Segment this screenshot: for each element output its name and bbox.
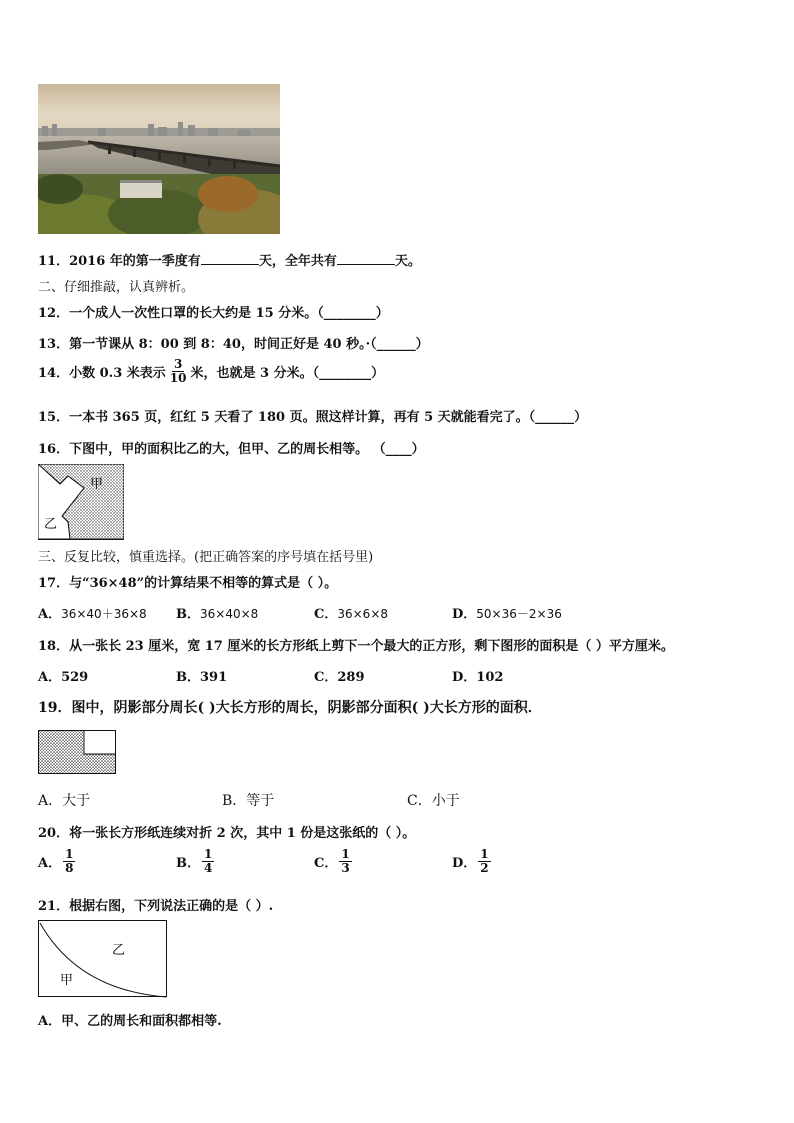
q19-figure (38, 730, 116, 774)
q20-option-d-fraction (478, 848, 490, 875)
q18-option-d: D．102 (452, 670, 504, 685)
question-14 (38, 358, 384, 385)
section-3-heading: 三、反复比较，慎重选择。(把正确答案的序号填在括号里) (38, 550, 374, 565)
q20-option-b-den: 4 (204, 861, 213, 875)
q20-option-c-num: 1 (341, 847, 350, 861)
question-16: 16．下图中，甲的面积比乙的大，但甲、乙的周长相等。 （____） (38, 442, 425, 457)
q14-denominator: 10 (169, 371, 187, 385)
q17-option-c (314, 603, 388, 622)
q17-option-b-expr: 36×40×8 (200, 607, 259, 621)
photo-image (38, 84, 280, 234)
q21-label-jia: 甲 (60, 973, 74, 988)
q17-option-a-label: A． (38, 607, 62, 622)
q16-figure (38, 464, 124, 540)
q18-option-b: B．391 (176, 670, 228, 685)
q11-blank-1 (201, 252, 259, 265)
q20-option-c-label: C． (314, 856, 338, 871)
q20-option-a-num: 1 (65, 847, 74, 861)
question-12: 12．一个成人一次性口罩的长大约是 15 分米。（________） (38, 306, 389, 321)
q19-option-b: B．等于 (222, 793, 275, 809)
q17-option-a-expr: 36×40＋36×8 (61, 607, 147, 621)
question-21: 21．根据右图，下列说法正确的是（ ）. (38, 899, 274, 914)
q17-option-d-expr: 50×36－2×36 (476, 607, 562, 621)
question-13: 13．第一节课从 8：00 到 8：40，时间正好是 40 秒。·（______） (38, 337, 429, 352)
q16-label-yi: 乙 (44, 517, 58, 532)
q14-numerator: 3 (173, 357, 183, 371)
q17-option-b-label: B． (176, 607, 200, 622)
q20-option-c (314, 848, 354, 875)
q17-option-d (452, 603, 562, 622)
q17-option-d-label: D． (452, 607, 477, 622)
q20-option-d-den: 2 (480, 861, 489, 875)
q21-option-a: A．甲、乙的周长和面积都相等. (38, 1014, 222, 1029)
q14-text-a: 14．小数 0.3 米表示 (38, 366, 166, 381)
q20-option-a-den: 8 (65, 861, 74, 875)
q18-option-a: A．529 (38, 670, 89, 685)
q11-text-c: 天。 (394, 254, 421, 269)
q20-option-b-num: 1 (204, 847, 213, 861)
section-2-heading: 二、仔细推敲，认真辨析。 (38, 280, 195, 295)
q16-label-jia: 甲 (90, 477, 104, 492)
q20-option-d-label: D． (452, 856, 477, 871)
q20-option-b-fraction (202, 848, 214, 875)
q14-text-b: 米，也就是 3 分米。（________） (190, 366, 385, 381)
q20-option-a-label: A． (38, 856, 62, 871)
q20-option-a (38, 848, 77, 875)
bridge-photo (38, 84, 280, 234)
q17-option-b (176, 603, 258, 622)
q20-option-c-fraction (339, 848, 351, 875)
q20-option-c-den: 3 (341, 861, 350, 875)
question-20: 20．将一张长方形纸连续对折 2 次，其中 1 份是这张纸的（ ）。 (38, 826, 416, 841)
q21-figure (38, 920, 168, 1000)
q17-option-c-expr: 36×6×8 (337, 607, 389, 621)
question-17: 17．与“36×48”的计算结果不相等的算式是（ ）。 (38, 576, 338, 591)
question-18: 18．从一张长 23 厘米，宽 17 厘米的长方形纸上剪下一个最大的正方形，剩下图形的面积是（ ）平方厘米。 (38, 639, 674, 654)
q20-option-b (176, 848, 216, 875)
q18-option-c: C．289 (314, 670, 365, 685)
q11-text-b: 天，全年共有 (258, 254, 337, 269)
q20-option-d-num: 1 (480, 847, 489, 861)
q11-blank-2 (337, 252, 395, 265)
q19-option-a: A．大于 (38, 793, 91, 809)
q20-option-a-fraction (63, 848, 75, 875)
q21-label-yi: 乙 (112, 943, 126, 958)
q20-option-b-label: B． (176, 856, 200, 871)
q19-option-c: C．小于 (407, 793, 460, 809)
q17-option-a (38, 603, 147, 622)
q11-text-a: 11．2016 年的第一季度有 (38, 254, 201, 269)
q17-option-c-label: C． (314, 607, 338, 622)
q20-option-d (452, 848, 493, 875)
q14-fraction (168, 358, 189, 385)
question-15: 15．一本书 365 页，红红 5 天看了 180 页。照这样计算，再有 5 天就能看完了。（______） (38, 410, 588, 425)
question-11 (38, 250, 421, 269)
question-19: 19．图中，阴影部分周长( )大长方形的周长，阴影部分面积( )大长方形的面积． (38, 700, 542, 716)
